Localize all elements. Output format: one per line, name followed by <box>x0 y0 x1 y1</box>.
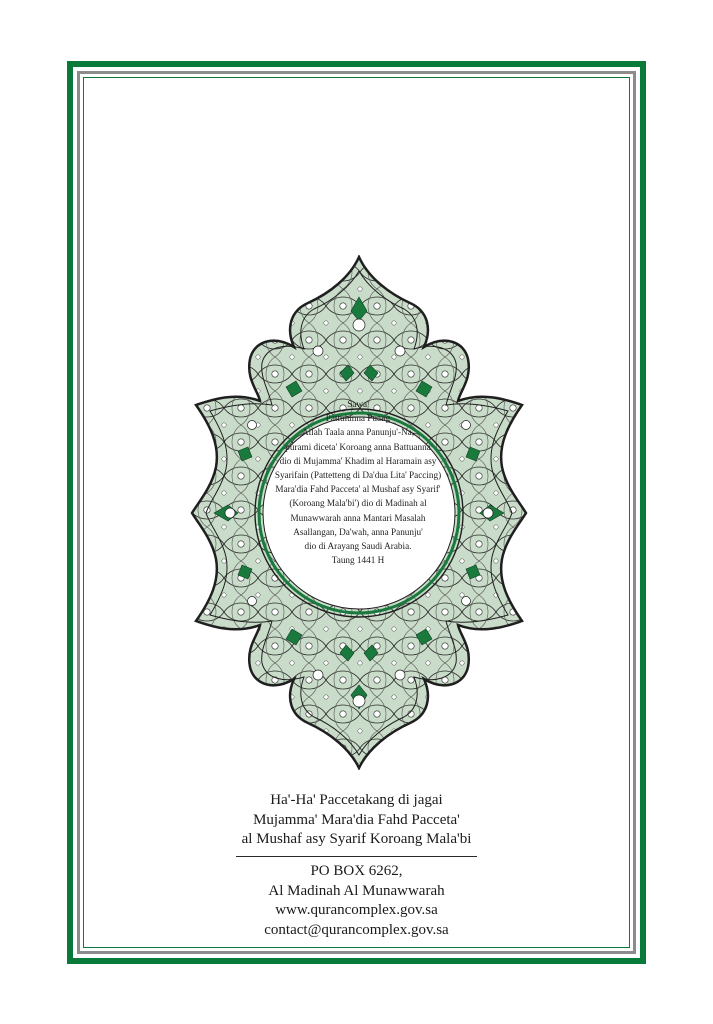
copyright-line: Mujamma' Mara'dia Fahd Pacceta' <box>253 811 460 828</box>
medallion-line: Sawa' <box>347 399 369 409</box>
city-line: Al Madinah Al Munawwarah <box>268 882 445 899</box>
po-box-line: PO BOX 6262, <box>310 863 403 879</box>
medallion-line: Syarifain (Pattetteng di Da'dua Lita' Paccing) <box>274 470 442 481</box>
medallion-line: Allah Taala anna Panunju'-Na, <box>301 427 415 438</box>
copyright-line: Ha'-Ha' Paccetakang di jagai <box>270 792 443 808</box>
medallion-line: purami diceta' Koroang anna Battuanna <box>285 441 431 452</box>
medallion-line: Pattulunna Puang <box>325 413 391 424</box>
medallion-line: (Koroang Mala'bi') dio di Madinah al <box>289 498 427 509</box>
medallion-line: dio di Mujamma' Khadim al Haramain asy <box>279 455 437 466</box>
contact-address <box>180 862 533 940</box>
copyright-notice <box>180 791 533 850</box>
medallion-line: Munawwarah anna Mantari Masalah <box>290 512 426 523</box>
medallion-line: Asallangan, Da'wah, anna Panunju' <box>293 526 423 537</box>
website-link[interactable]: www.qurancomplex.gov.sa <box>275 902 438 918</box>
medallion-line: Taung 1441 H <box>331 555 385 566</box>
copyright-line: al Mushaf asy Syarif Koroang Mala'bi <box>241 831 472 847</box>
divider-rule <box>236 856 477 857</box>
medallion-dedication-text <box>260 397 456 567</box>
medallion-line: dio di Arayang Saudi Arabia. <box>304 541 412 552</box>
medallion-line: Mara'dia Fahd Pacceta' al Mushaf asy Syarif' <box>275 484 441 495</box>
email-link[interactable]: contact@qurancomplex.gov.sa <box>264 921 449 938</box>
